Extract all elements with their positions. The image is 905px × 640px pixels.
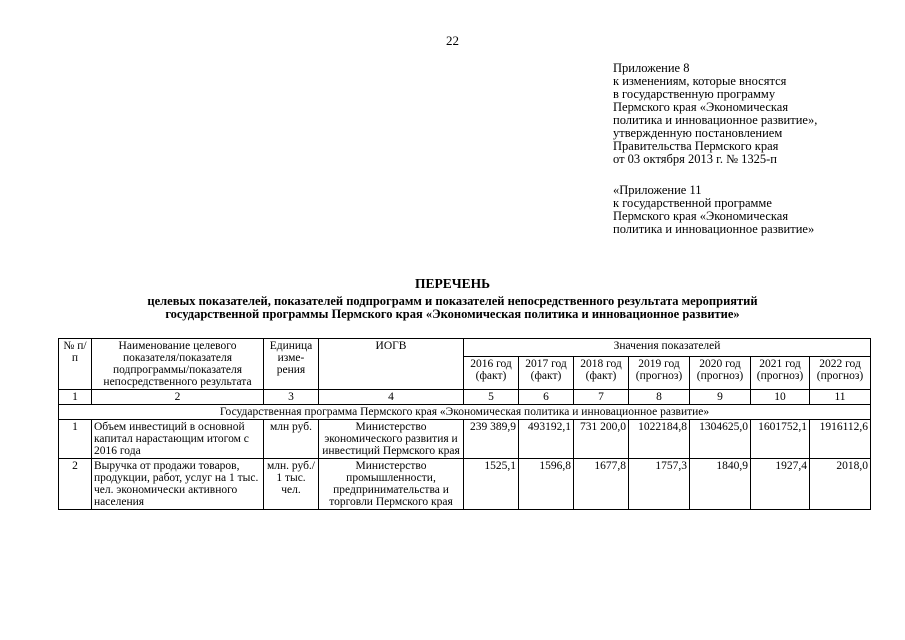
annex-line: к изменениям, которые вносятся [613,74,787,88]
section-title: Государственная программа Пермского края «Экономическая политика и инновационное развитие» [59,405,871,420]
row-value: 731 200,0 [574,420,629,459]
row-iogv: Министерство промышленности, предпринимательства и торговли Пермского края [319,459,464,510]
section-row [59,405,871,420]
annex-line: «Приложение 11 [613,183,702,197]
row-iogv: Министерство экономического развития и инвестиций Пермского края [319,420,464,459]
document-title: ПЕРЕЧЕНЬ [414,276,491,291]
column-number: 4 [319,390,464,405]
column-number-row [59,390,871,405]
annex-line: Приложение 8 [613,61,690,75]
header-year: 2017 год (факт) [519,357,574,390]
column-number: 1 [59,390,92,405]
row-value: 1022184,8 [629,420,690,459]
subtitle-line-2: государственной программы Пермского края «Экономическая политика и инновационное развитие» [165,307,740,321]
column-number: 11 [810,390,871,405]
column-number: 8 [629,390,690,405]
subtitle-line-1: целевых показателей, показателей подпрограмм и показателей непосредственного результата мероприятий [147,294,758,308]
header-iogv: ИОГВ [319,339,464,390]
row-value: 1304625,0 [690,420,751,459]
row-value: 1840,9 [690,459,751,510]
column-number: 5 [464,390,519,405]
annex-line: политика и инновационное развитие», [613,113,818,127]
row-value: 1677,8 [574,459,629,510]
row-value: 1596,8 [519,459,574,510]
row-value: 2018,0 [810,459,871,510]
column-number: 7 [574,390,629,405]
row-name: Объем инвестиций в основной капитал нарастающим итогом с 2016 года [92,420,264,459]
annex-line: Правительства Пермского края [613,139,779,153]
row-value: 1927,4 [751,459,810,510]
header-unit: Единица изме-рения [264,339,319,390]
header-year: 2022 год (прогноз) [810,357,871,390]
row-unit: млн руб. [264,420,319,459]
header-values-group: Значения показателей [464,339,871,357]
column-number: 10 [751,390,810,405]
annex-line: политика и инновационное развитие» [613,222,815,236]
header-name: Наименование целевого показателя/показателя подпрограммы/показателя непосредственного результата [92,339,264,390]
row-num: 2 [59,459,92,510]
annex-line: к государственной программе [613,196,772,210]
row-value: 1916112,6 [810,420,871,459]
column-number: 2 [92,390,264,405]
header-year: 2016 год (факт) [464,357,519,390]
annex-line: утвержденную постановлением [613,126,783,140]
page-number: 22 [446,33,459,48]
annex-line: Пермского края «Экономическая [613,100,789,114]
header-year: 2019 год (прогноз) [629,357,690,390]
table-row [59,459,871,510]
row-value: 239 389,9 [464,420,519,459]
row-value: 1601752,1 [751,420,810,459]
annex-line: от 03 октября 2013 г. № 1325-п [613,152,777,166]
annex-line: Пермского края «Экономическая [613,209,789,223]
column-number: 6 [519,390,574,405]
column-number: 9 [690,390,751,405]
row-name: Выручка от продажи товаров, продукции, работ, услуг на 1 тыс. чел. экономически активного населения [92,459,264,510]
row-unit: млн. руб./ 1 тыс. чел. [264,459,319,510]
row-value: 493192,1 [519,420,574,459]
column-number: 3 [264,390,319,405]
header-year: 2021 год (прогноз) [751,357,810,390]
header-num: № п/п [59,339,92,390]
row-value: 1757,3 [629,459,690,510]
header-year: 2018 год (факт) [574,357,629,390]
annex-header-secondary [613,184,814,236]
annex-line: в государственную программу [613,87,776,101]
header-row-1 [59,339,871,357]
header-year: 2020 год (прогноз) [690,357,751,390]
document-subtitle [0,295,905,321]
row-value: 1525,1 [464,459,519,510]
indicators-table [58,338,871,510]
table-row [59,420,871,459]
annex-header-primary [613,62,817,166]
row-num: 1 [59,420,92,459]
